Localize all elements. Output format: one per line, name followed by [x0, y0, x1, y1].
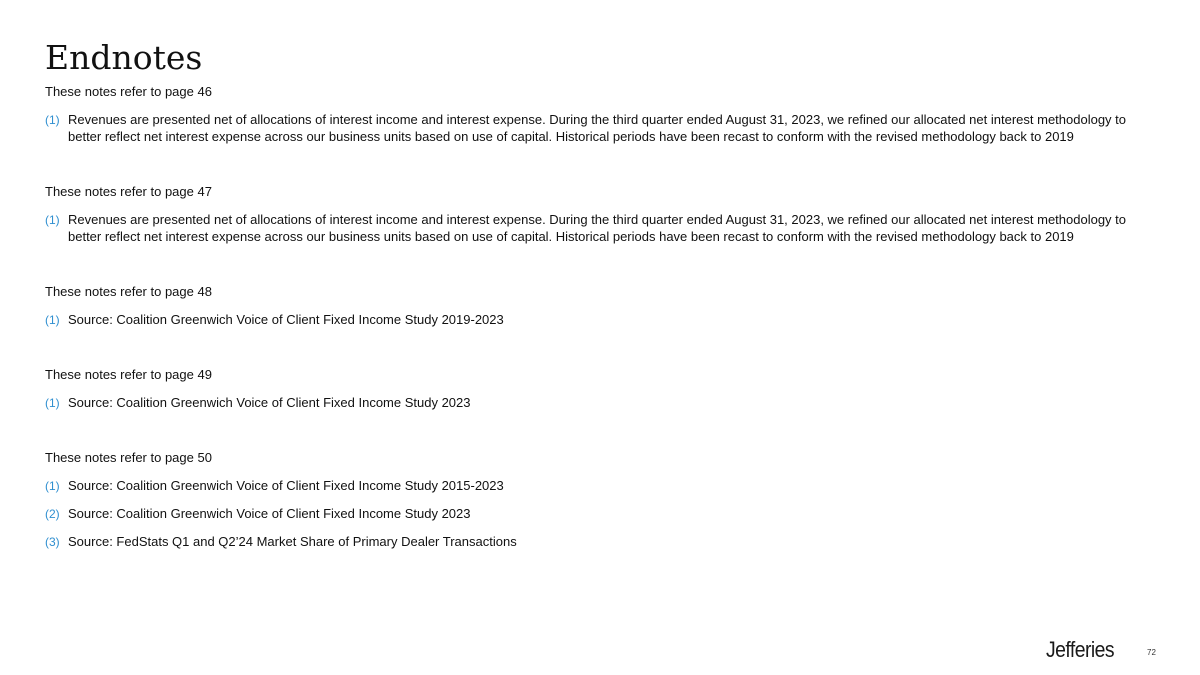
endnote-section — [45, 367, 1135, 423]
endnote-number: (1) — [45, 396, 60, 410]
endnote-item — [45, 506, 1135, 523]
endnote-text: Revenues are presented net of allocations of interest income and interest expense. During the third quarter ended August 31, 2023, we refined our allocated net interest methodology to better reflect net interest expense across our business units based on use of capital. Historical periods have been recast to conform with the revised methodology back to 2019 — [68, 112, 1127, 144]
endnote-item — [45, 395, 1135, 412]
endnote-text: Revenues are presented net of allocations of interest income and interest expense. During the third quarter ended August 31, 2023, we refined our allocated net interest methodology to better reflect net interest expense across our business units based on use of capital. Historical periods have been recast to conform with the revised methodology back to 2019 — [68, 212, 1127, 244]
jefferies-logo: Jefferies — [1046, 637, 1115, 662]
endnote-item — [45, 534, 1135, 551]
endnote-text: Source: Coalition Greenwich Voice of Client Fixed Income Study 2023 — [68, 506, 471, 521]
section-heading: These notes refer to page 46 — [45, 84, 212, 99]
page-title: Endnotes — [45, 38, 203, 77]
section-heading: These notes refer to page 48 — [45, 284, 212, 299]
endnote-number: (2) — [45, 507, 60, 521]
endnote-section — [45, 284, 1135, 340]
endnote-text: Source: Coalition Greenwich Voice of Client Fixed Income Study 2023 — [68, 395, 471, 410]
endnote-number: (3) — [45, 535, 60, 549]
endnote-item — [45, 312, 1135, 329]
endnote-number: (1) — [45, 313, 60, 327]
endnote-item — [45, 212, 1135, 245]
endnote-section — [45, 450, 1135, 562]
section-heading: These notes refer to page 47 — [45, 184, 212, 199]
endnote-section — [45, 184, 1135, 257]
endnote-number: (1) — [45, 113, 60, 127]
page-number: 72 — [1147, 648, 1156, 657]
endnote-number: (1) — [45, 213, 60, 227]
section-heading: These notes refer to page 49 — [45, 367, 212, 382]
endnote-item — [45, 478, 1135, 495]
endnote-text: Source: Coalition Greenwich Voice of Client Fixed Income Study 2019-2023 — [68, 312, 504, 327]
endnote-text: Source: Coalition Greenwich Voice of Client Fixed Income Study 2015-2023 — [68, 478, 504, 493]
endnote-section — [45, 84, 1135, 157]
endnote-item — [45, 112, 1135, 145]
section-heading: These notes refer to page 50 — [45, 450, 212, 465]
endnote-text: Source: FedStats Q1 and Q2’24 Market Share of Primary Dealer Transactions — [68, 534, 517, 549]
endnote-number: (1) — [45, 479, 60, 493]
